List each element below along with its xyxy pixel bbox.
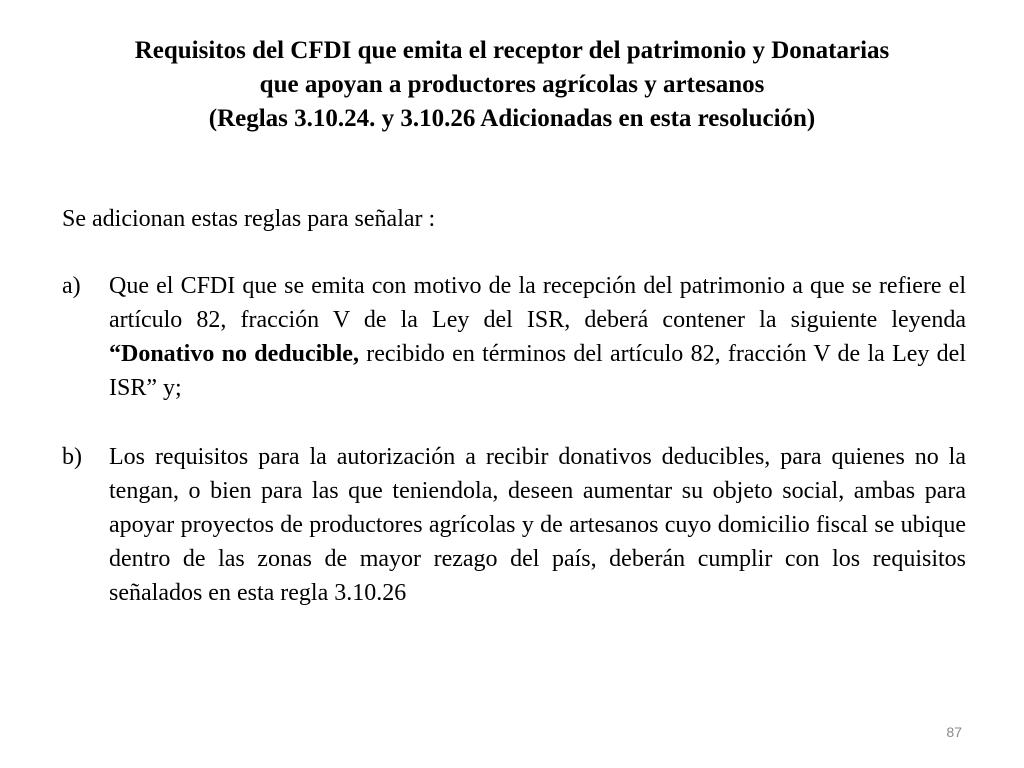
item-a-text-bold: “Donativo no deducible, [109, 341, 359, 367]
intro-text: Se adicionan estas reglas para señalar : [62, 206, 436, 232]
list-item-a-text [109, 269, 966, 405]
title-line-2: que apoyan a productores agrícolas y artesanos [259, 71, 765, 98]
item-a-text-after: recibido en términos del artículo 82, fracción V de la Ley del ISR” y; [109, 341, 966, 401]
slide-title [40, 34, 984, 136]
list-item-b [62, 440, 966, 610]
list-marker-b: b) [62, 444, 82, 470]
item-a-text-before: Que el CFDI que se emita con motivo de la recepción del patrimonio a que se refiere el artículo 82, fracción V de la Ley del ISR, deberá contener la siguiente leyenda [109, 273, 966, 333]
list-item-a [62, 269, 966, 405]
title-line-3: (Reglas 3.10.24. y 3.10.26 Adicionadas en esta resolución) [208, 105, 816, 132]
list-marker-a: a) [62, 273, 81, 299]
title-line-1: Requisitos del CFDI que emita el receptor del patrimonio y Donatarias [134, 37, 890, 64]
page-number: 87 [946, 724, 962, 740]
list-item-b-text: Los requisitos para la autorización a recibir donativos deducibles, para quienes no la tengan, o bien para las que teniendola, deseen aumentar su objeto social, ambas para apoyar proyectos de productores agrícolas y de artesanos cuyo domicilio fiscal se ubique dentro de las zonas de mayor rezago del país, deberán cumplir con los requisitos señalados en esta regla 3.10.26 [109, 444, 966, 606]
